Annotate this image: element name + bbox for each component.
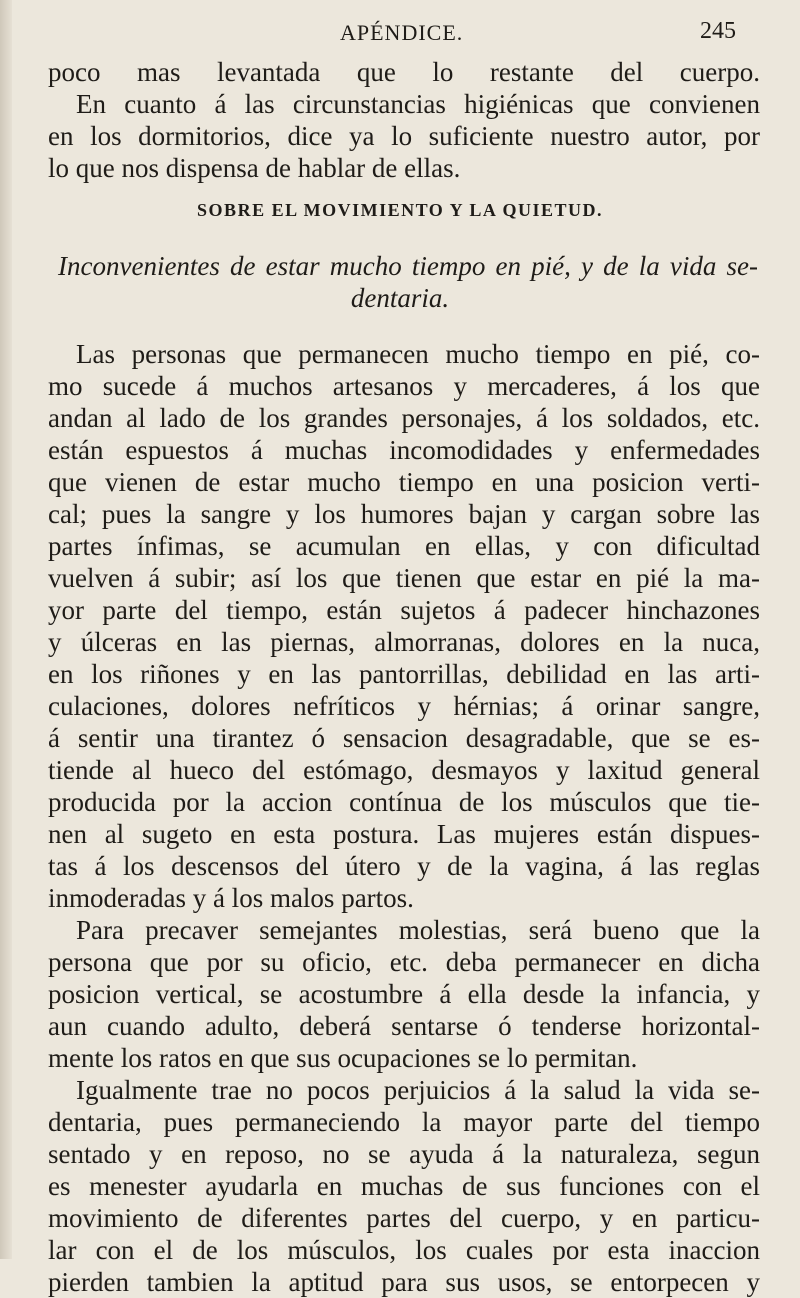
text-line: cal; pues la sangre y los humores bajan y cargan sobre las <box>48 499 760 529</box>
text-line: mo sucede á muchos artesanos y mercaderes, á los que <box>48 371 760 401</box>
text-line: andan al lado de los grandes personajes, á los soldados, etc. <box>48 403 760 433</box>
text-line: Para precaver semejantes molestias, será bueno que la <box>76 915 760 945</box>
text-line: culaciones, dolores nefríticos y hérnias; á orinar sangre, <box>48 691 760 721</box>
text-line: tas á los descensos del útero y de la vagina, á las reglas <box>48 851 760 881</box>
text-line: Igualmente trae no pocos perjuicios á la salud la vida se- <box>76 1075 760 1105</box>
subtitle-line: Inconvenientes de estar mucho tiempo en pié, y de la vida se- <box>58 251 758 281</box>
text-line: persona que por su oficio, etc. deba permanecer en dicha <box>48 947 760 977</box>
text-line: inmoderadas y á los malos partos. <box>48 883 414 913</box>
subtitle-line: dentaria. <box>350 283 450 313</box>
text-line: producida por la accion contínua de los músculos que tie- <box>48 787 760 817</box>
text-line: En cuanto á las circunstancias higiénicas que convienen <box>76 89 760 119</box>
running-title: APÉNDICE. <box>340 20 464 45</box>
text-line: movimiento de diferentes partes del cuerpo, y en particu- <box>48 1203 760 1233</box>
page-header <box>0 14 800 50</box>
text-line: nen al sugeto en esta postura. Las mujeres están dispues- <box>48 819 760 849</box>
text-line: y úlceras en las piernas, almorranas, dolores en la nuca, <box>48 627 760 657</box>
text-line: poco mas levantada que lo restante del cuerpo. <box>48 57 760 87</box>
text-line: posicion vertical, se acostumbre á ella desde la infancia, y <box>48 979 760 1009</box>
text-line: á sentir una tirantez ó sensacion desagradable, que se es- <box>48 723 760 753</box>
text-line: pierden tambien la aptitud para sus usos, se entorpecen y <box>48 1267 760 1297</box>
text-line: aun cuando adulto, deberá sentarse ó tenderse horizontal- <box>48 1011 760 1041</box>
page-number: 245 <box>700 18 736 44</box>
text-line: dentaria, pues permaneciendo la mayor parte del tiempo <box>48 1107 760 1137</box>
text-line: lar con el de los músculos, los cuales por esta inaccion <box>48 1235 760 1265</box>
text-line: en los dormitorios, dice ya lo suficiente nuestro autor, por <box>48 121 760 151</box>
text-line: sentado y en reposo, no se ayuda á la naturaleza, segun <box>48 1139 760 1169</box>
text-line: que vienen de estar mucho tiempo en una posicion verti- <box>48 467 760 497</box>
text-line: es menester ayudarla en muchas de sus funciones con el <box>48 1171 760 1201</box>
text-line: en los riñones y en las pantorrillas, debilidad en las arti- <box>48 659 760 689</box>
text-line: Las personas que permanecen mucho tiempo en pié, co- <box>76 339 760 369</box>
page-edge <box>0 0 12 1259</box>
text-line: tiende al hueco del estómago, desmayos y laxitud general <box>48 755 760 785</box>
text-line: están espuestos á muchas incomodidades y enfermedades <box>48 435 760 465</box>
text-line: partes ínfimas, se acumulan en ellas, y con dificultad <box>48 531 760 561</box>
text-line: yor parte del tiempo, están sujetos á padecer hinchazones <box>48 595 760 625</box>
section-heading: SOBRE EL MOVIMIENTO Y LA QUIETUD. <box>197 200 603 220</box>
text-line: vuelven á subir; así los que tienen que estar en pié la ma- <box>48 563 760 593</box>
text-line: mente los ratos en que sus ocupaciones se lo permitan. <box>48 1043 638 1073</box>
text-line: lo que nos dispensa de hablar de ellas. <box>48 153 461 183</box>
